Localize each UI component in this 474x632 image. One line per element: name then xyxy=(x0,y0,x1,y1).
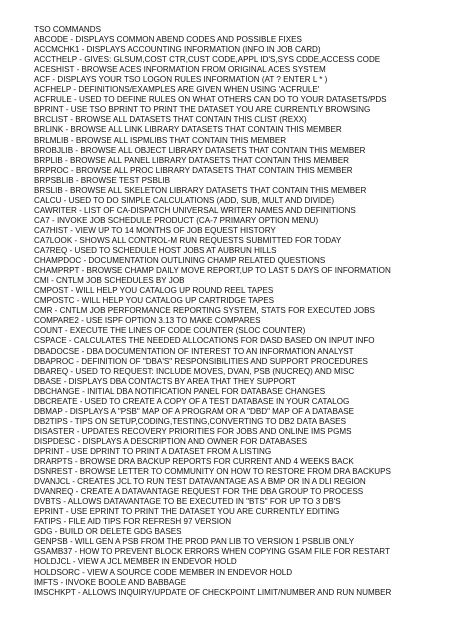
command-entry: CALCU - USED TO DO SIMPLE CALCULATIONS (ADD, SUB, MULT AND DIVIDE) xyxy=(34,195,335,205)
command-entry: DBAREQ - USED TO REQUEST: INCLUDE MOVES, DVAN, PSB (NUCREQ) AND MISC xyxy=(34,366,355,376)
command-entry: DVBTS - ALLOWS DATAVANTAGE TO BE EXECUTED IN "BTS" FOR UP TO 3 DB'S xyxy=(34,497,341,507)
command-entry: ACESHIST - BROWSE ACES INFORMATION FROM ORIGINAL ACES SYSTEM xyxy=(34,65,326,75)
command-entry: CHAMPRPT - BROWSE CHAMP DAILY MOVE REPORT,UP TO LAST 5 DAYS OF INFORMATION xyxy=(34,266,391,276)
command-entry: GDG - BUILD OR DELETE GDG BASES xyxy=(34,527,182,537)
command-entry: DBAPROC - DEFINITION OF "DBA'S" RESPONSIBILITIES AND SUPPORT PROCEDURES xyxy=(34,356,368,366)
command-entry: DBASE - DISPLAYS DBA CONTACTS BY AREA THAT THEY SUPPORT xyxy=(34,376,296,386)
command-entry: DSNREST - BROWSE LETTER TO COMMUNITY ON HOW TO RESTORE FROM DRA BACKUPS xyxy=(34,467,391,477)
command-entry: CA7HIST - VIEW UP TO 14 MONTHS OF JOB EQUEST HISTORY xyxy=(34,225,276,235)
command-entry: ACFHELP - DEFINITIONS/EXAMPLES ARE GIVEN WHEN USING 'ACFRULE' xyxy=(34,85,320,95)
command-entry: IMSCHKPT - ALLOWS INQUIRY/UPDATE OF CHECKPOINT LIMIT/NUMBER AND RUN NUMBER xyxy=(34,587,392,597)
command-entry: ACCMCHK1 - DISPLAYS ACCOUNTING INFORMATION (INFO IN JOB CARD) xyxy=(34,45,321,55)
command-entry: HOLDJCL - VIEW A JCL MEMBER IN ENDEVOR HOLD xyxy=(34,557,237,567)
command-entry: ACF - DISPLAYS YOUR TSO LOGON RULES INFORMATION (AT ? ENTER L * ) xyxy=(34,75,328,85)
command-entry: BRPROC - BROWSE ALL PROC LIBRARY DATASETS THAT CONTAIN THIS MEMBER xyxy=(34,165,353,175)
command-entry: IMFTS - INVOKE BOOLE AND BABBAGE xyxy=(34,577,187,587)
command-entry: DBCHANGE - INITIAL DBA NOTIFICATION PANEL FOR DATABASE CHANGES xyxy=(34,386,326,396)
command-entry: DRARPTS - BROWSE DRA BACKUP REPORTS FOR CURRENT AND 4 WEEKS BACK xyxy=(34,457,354,467)
command-entry: CSPACE - CALCULATES THE NEEDED ALLOCATIONS FOR DASD BASED ON INPUT INFO xyxy=(34,336,375,346)
command-entry: ABCODE - DISPLAYS COMMON ABEND CODES AND POSSIBLE FIXES xyxy=(34,35,302,45)
command-entry: BRLINK - BROWSE ALL LINK LIBRARY DATASETS THAT CONTAIN THIS MEMBER xyxy=(34,125,342,135)
command-entry: BRPSBLIB - BROWSE TEST PSBLIB xyxy=(34,175,170,185)
command-entry: BPRINT - USE TSO BPRINT TO PRINT THE DATASET YOU ARE CURRENTLY BROWSING xyxy=(34,105,371,115)
command-entry: DISPDESC - DISPLAYS A DESCRIPTION AND OWNER FOR DATABASES xyxy=(34,436,307,446)
command-entry: BROBJLIB - BROWSE ALL OBJECT LIBRARY DATASETS THAT CONTAIN THIS MEMBER xyxy=(34,145,366,155)
command-entry: CA7 - INVOKE JOB SCHEDULE PRODUCT (CA-7 PRIMARY OPTION MENU) xyxy=(34,215,319,225)
command-entry: DPRINT - USE DPRINT TO PRINT A DATASET FROM A LISTING xyxy=(34,446,272,456)
command-entry: CA7REQ - USED TO SCHEDULE HOST JOBS AT AUBRUN HILLS xyxy=(34,246,277,256)
command-entry: DB2TIPS - TIPS ON SETUP,CODING,TESTING,CONVERTING TO DB2 DATA BASES xyxy=(34,416,346,426)
command-entry: CMPOSTC - WILL HELP YOU CATALOG UP CARTRIDGE TAPES xyxy=(34,296,275,306)
command-entry: ACCTHELP - GIVES: GLSUM,COST CTR,CUST CODE,APPL ID'S,SYS CDDE,ACCESS CODE xyxy=(34,55,381,65)
command-entry: ACFRULE - USED TO DEFINE RULES ON WHAT OTHERS CAN DO TO YOUR DATASETS/PDS xyxy=(34,95,387,105)
command-entry: DVANJCL - CREATES JCL TO RUN TEST DATAVANTAGE AS A BMP OR IN A DLI REGION xyxy=(34,477,366,487)
command-entry: CAWRITER - LIST OF CA-DISPATCH UNIVERSAL WRITER NAMES AND DEFINITIONS xyxy=(34,205,356,215)
command-entry: GSAMB37 - HOW TO PREVENT BLOCK ERRORS WHEN COPYING GSAM FILE FOR RESTART xyxy=(34,547,390,557)
command-entry: CHAMPDOC - DOCUMENTATION OUTLINING CHAMP RELATED QUESTIONS xyxy=(34,256,326,266)
document-title: TSO COMMANDS xyxy=(34,25,101,34)
command-entry: CMPOST - WILL HELP YOU CATALOG UP ROUND REEL TAPES xyxy=(34,286,274,296)
command-entry: EPRINT - USE EPRINT TO PRINT THE DATASET YOU ARE CURRENTLY EDITING xyxy=(34,507,340,517)
command-entry: COMPARE2 - USE ISPF OPTION 3.13 TO MAKE COMPARES xyxy=(34,316,261,326)
command-entry: BRLMLIB - BROWSE ALL ISPMLIBS THAT CONTAIN THIS MEMBER xyxy=(34,135,287,145)
command-entry: BRSLIB - BROWSE ALL SKELETON LIBRARY DATASETS THAT CONTAIN THIS MEMBER xyxy=(34,185,367,195)
command-entry: COUNT - EXECUTE THE LINES OF CODE COUNTER (SLOC COUNTER) xyxy=(34,326,306,336)
command-entry: GENPSB - WILL GEN A PSB FROM THE PROD PAN LIB TO VERSION 1 PSBLIB ONLY xyxy=(34,537,355,547)
command-entry: CMR - CNTLM JOB PERFORMANCE REPORTING SYSTEM, STATS FOR EXECUTED JOBS xyxy=(34,306,375,316)
command-entry: DBMAP - DISPLAYS A "PSB" MAP OF A PROGRAM OR A "DBD" MAP OF A DATABASE xyxy=(34,406,355,416)
command-entry: DBCREATE - USED TO CREATE A COPY OF A TEST DATABASE IN YOUR CATALOG xyxy=(34,396,350,406)
command-entry: HOLDSORC - VIEW A SOURCE CODE MEMBER IN ENDEVOR HOLD xyxy=(34,567,293,577)
command-entry: DISASTER - UPDATES RECOVERY PRIORITIES FOR JOBS AND ONLINE IMS PGMS xyxy=(34,426,352,436)
command-entry: DBADOCSE - DBA DOCUMENTATION OF INTEREST TO AN INFORMATION ANALYST xyxy=(34,346,354,356)
command-entry: CA7LOOK - SHOWS ALL CONTROL-M RUN REQUESTS SUBMITTED FOR TODAY xyxy=(34,235,342,245)
command-entry: BRPLIB - BROWSE ALL PANEL LIBRARY DATASETS THAT CONTAIN THIS MEMBER xyxy=(34,155,349,165)
command-entry: FATIPS - FILE AID TIPS FOR REFRESH 97 VERSION xyxy=(34,517,232,527)
command-entry: BRCLIST - BROWSE ALL DATASETS THAT CONTAIN THIS CLIST (REXX) xyxy=(34,115,307,125)
command-entry: CMI - CNTLM JOB SCHEDULES BY JOB xyxy=(34,276,185,286)
command-entry: DVANREQ - CREATE A DATAVANTAGE REQUEST FOR THE DBA GROUP TO PROCESS xyxy=(34,487,364,497)
